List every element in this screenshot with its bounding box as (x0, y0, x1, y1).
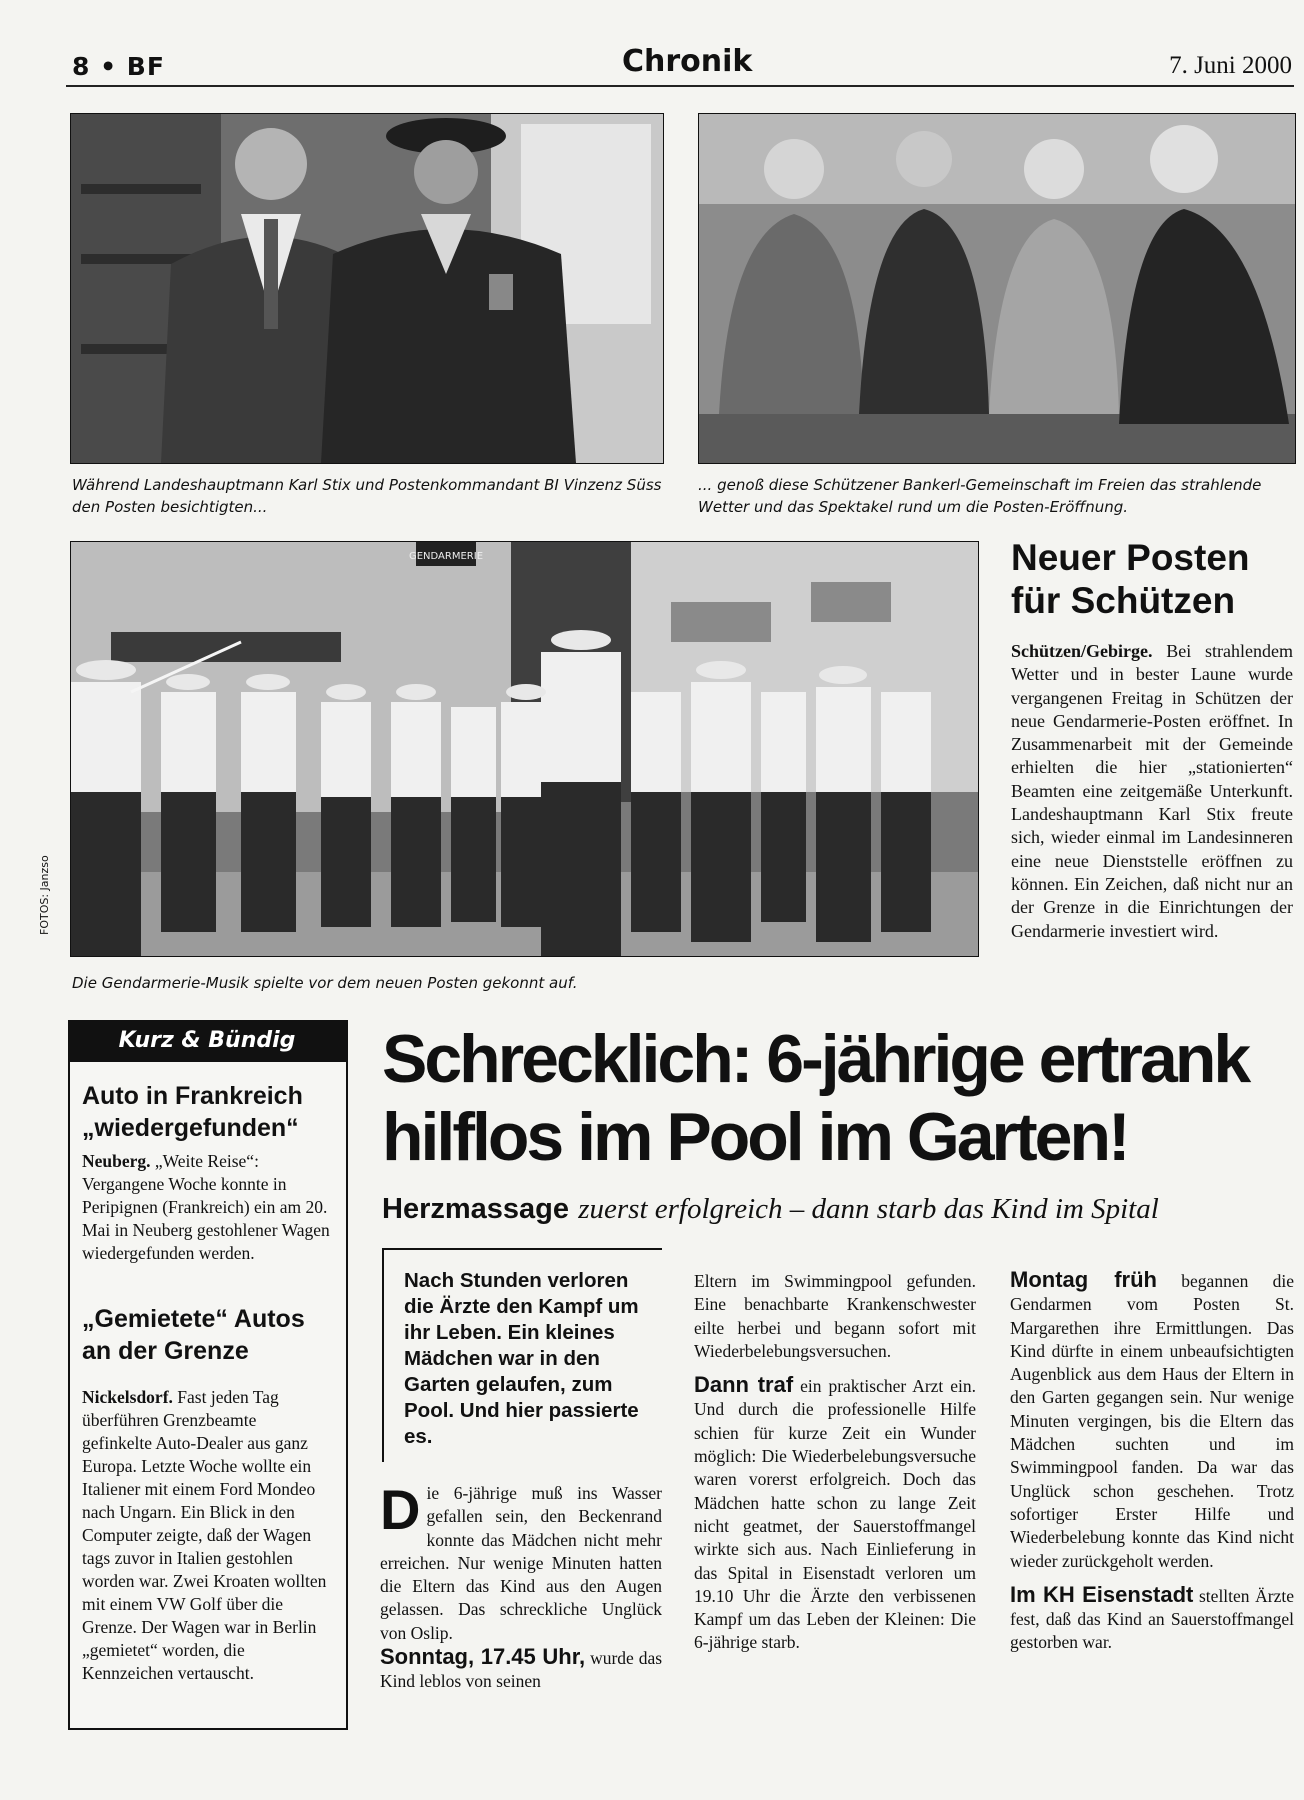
drop-cap: D (380, 1478, 421, 1541)
page-number: 8 • BF (72, 52, 165, 81)
caption-bench-women: ... genoß diese Schützener Bankerl-Gemeinschaft im Freien das strahlende Wetter und das Spektakel rund um die Posten-Eröffnung. (698, 476, 1262, 516)
brief-body-grenze: Nickelsdorf. Fast jeden Tag überführen Grenzbeamte gefinkelte Auto-Dealer aus ganz Europa. Letzte Woche wollte ein Italiener mit einem Ford Mondeo nach Ungarn. Ein Blick in den Computer zeigte, daß der Wagen tags zuvor in Italien gestohlen worden war. Zwei Kroaten wollten mit einem VW Golf über die Grenze. Der Wagen war in Berlin „gemietet“ worden, die Kennzeichen vertauscht. (82, 1387, 327, 1683)
main-headline: Schrecklich: 6-jährige ertrank hilflos im Pool im Garten! (382, 1021, 1249, 1175)
photo-bench-women (698, 113, 1296, 464)
section-title: Chronik (622, 44, 753, 79)
main-subheadline: Herzmassage zuerst erfolgreich – dann starb das Kind im Spital (382, 1193, 1159, 1225)
story-column-3: Montag früh begannen die Gendarmen vom Posten St. Margarethen ihre Ermittlungen. Das Kind dürfte in einem unbeaufsichtigten Augenblick aus dem Haus der Eltern in den Garten gegangen sein. Nur wenige Minuten vergingen, bis die Eltern das Mädchen suchten und im Swimmingpool fanden. Da war das Unglück schon geschehen. Trotz sofortiger Erster Hilfe und Wiederbelebung konnte das Kind nicht wieder zurückgeholt werden. Im KH Eisenstadt stellten Ärzte fest, daß das Kind an Sauerstoffmangel gestorben war. (1010, 1267, 1295, 1653)
photo-police-band (70, 541, 979, 957)
run-in-head: Dann traf (694, 1372, 794, 1398)
lead-paragraph: Nach Stunden verloren die Ärzte den Kampf um ihr Leben. Ein kleines Mädchen war in den Garten gelaufen, zum Pool. Und hier passierte es. (404, 1269, 639, 1448)
article-text: Bei strahlendem Wetter und in bester Laune wurde vergangenen Freitag in Schützen der neue Gendarmerie-Posten eröffnet. In Zusammenarbeit mit der Gemeinde erhielten die hier „stationierten“ Beamten eine zeitgemäße Unterkunft. Landeshauptmann Karl Stix freute sich, wieder einmal im Landesinneren eine neue Dienststelle eröffnen zu können. Ein Zeichen, daß nicht nur an der Grenze in die Einrichtungen der Gendarmerie investiert wird. (1011, 641, 1293, 941)
run-in-head: Im KH Eisenstadt (1010, 1581, 1194, 1607)
run-in-head: Montag früh (1010, 1267, 1157, 1292)
dateline: Nickelsdorf. (82, 1387, 173, 1407)
brief-body-frankreich: Neuberg. „Weite Reise“: Vergangene Woche konnte in Peripignen (Frankreich) ein am 20. Mai in Neuberg gestohlener Wagen wiedergefunden werden. (82, 1151, 330, 1263)
dateline: Schützen/Gebirge. (1011, 641, 1153, 661)
issue-date: 7. Juni 2000 (1169, 52, 1292, 79)
gendarmerie-sign: GENDARMERIE (408, 551, 484, 562)
story-column-1: Die 6-jährige muß ins Wasser gefallen sein, den Beckenrand konnte das Mädchen nicht mehr erreichen. Nur wenige Minuten hatten die Eltern das Kind aus den Augen gelassen. Das schreckliche Unglück von Oslip. Sonntag, 17.45 Uhr, wurde das Kind leblos von seinen (380, 1478, 663, 1692)
lead-frame (382, 1248, 384, 1462)
article-body-neuer-posten (1011, 640, 1293, 943)
header-rule (66, 85, 1294, 87)
photo-officials (70, 113, 664, 464)
caption-officials: Während Landeshauptmann Karl Stix und Postenkommandant BI Vinzenz Süss den Posten besichtigten... (72, 476, 662, 516)
run-in-head: Sonntag, 17.45 Uhr, (380, 1644, 586, 1670)
caption-police-band: Die Gendarmerie-Musik spielte vor dem neuen Posten gekonnt auf. (72, 974, 578, 992)
kurz-buendig-title: Kurz & Bündig (68, 1020, 346, 1062)
dateline: Neuberg. (82, 1151, 151, 1171)
lead-frame (382, 1248, 662, 1250)
article-headline-neuer-posten: Neuer Posten für Schützen (1011, 537, 1250, 621)
brief-headline-grenze: „Gemietete“ Autos an der Grenze (82, 1305, 305, 1365)
brief-headline-frankreich: Auto in Frankreich „wiedergefunden“ (82, 1082, 303, 1142)
photo-credit: FOTOS: Janzso (38, 855, 51, 935)
story-column-2: Eltern im Swimmingpool gefunden. Eine benachbarte Krankenschwester eilte herbei und begann sofort mit Wiederbelebungsversuchen. Dann traf ein praktischer Arzt ein. Und durch die professionelle Hilfe schien für kurze Zeit ein Wunder möglich: Die Wiederbelebungsversuche waren vorerst erfolgreich. Doch das Mädchen hatte schon zu lange Zeit nicht geatmet, der Sauerstoffmangel wirkte sich aus. Nach Einlieferung in das Spital in Eisenstadt verloren um 19.10 Uhr die Ärzte den verbissenen Kampf um das Leben der Kleinen: Die 6-jährige starb. (694, 1271, 977, 1653)
